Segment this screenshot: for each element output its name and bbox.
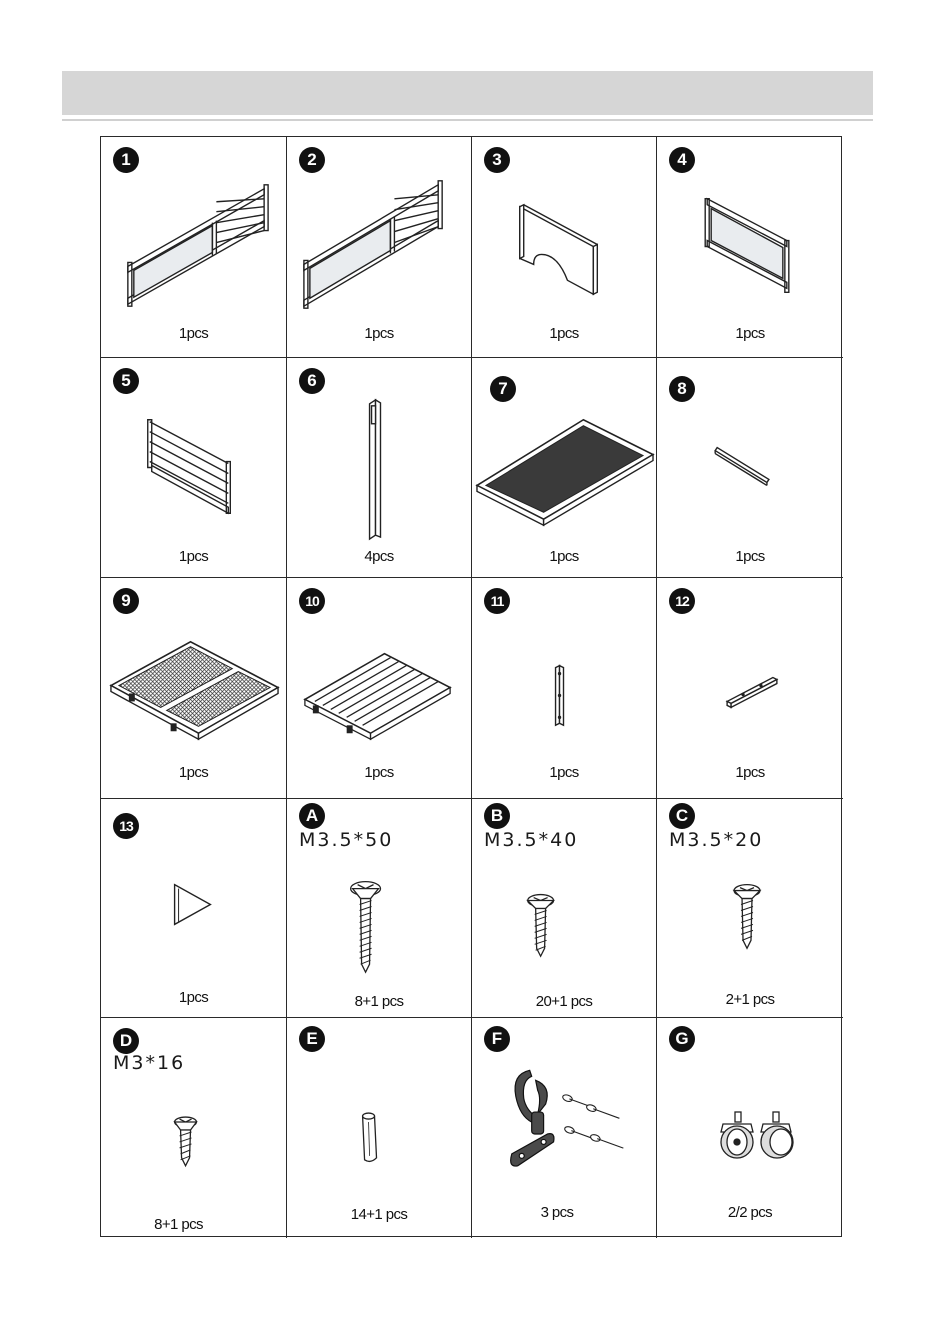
quantity-label: 3 pcs	[540, 1204, 574, 1221]
quantity-label: 1pcs	[178, 764, 209, 781]
slat-panel-icon	[101, 358, 286, 577]
part-number-badge: 5	[113, 368, 139, 394]
part-cell-9	[101, 578, 287, 799]
part-number-badge: 12	[669, 588, 695, 614]
quantity-label: 1pcs	[364, 325, 394, 342]
post-icon	[287, 358, 471, 577]
part-cell-5	[101, 358, 287, 578]
part-cell-12	[657, 578, 843, 799]
hardware-letter-badge: G	[669, 1026, 695, 1052]
quantity-label: 1pcs	[178, 325, 209, 342]
part-number-badge: 8	[669, 376, 695, 402]
quantity-label: 2+1 pcs	[725, 991, 775, 1008]
part-cell-6	[287, 358, 472, 578]
triangle-block-icon	[101, 799, 286, 1017]
header-rule	[62, 119, 873, 121]
parts-grid	[100, 136, 842, 1237]
hardware-spec: M3*16	[113, 1052, 186, 1074]
part-number-badge: 2	[299, 147, 325, 173]
quantity-label: 1pcs	[549, 548, 579, 565]
header-bar	[62, 71, 873, 115]
part-cell-1	[101, 137, 287, 358]
hardware-letter-badge: F	[484, 1026, 510, 1052]
screw-icon	[472, 799, 656, 1017]
part-cell-3	[472, 137, 657, 358]
hardware-spec: M3.5*20	[669, 829, 764, 851]
hardware-letter-badge: D	[113, 1028, 139, 1054]
screw-icon	[657, 799, 843, 1017]
part-cell-2	[287, 137, 472, 358]
quantity-label: 2/2 pcs	[727, 1204, 773, 1221]
part-number-badge: 11	[484, 588, 510, 614]
hardware-cell-c	[657, 799, 843, 1018]
tray-icon	[472, 358, 656, 577]
part-number-badge: 3	[484, 147, 510, 173]
quantity-label: 8+1 pcs	[354, 993, 404, 1010]
part-number-badge: 10	[299, 588, 325, 614]
part-number-badge: 13	[113, 813, 139, 839]
part-number-badge: 7	[490, 376, 516, 402]
hardware-cell-g	[657, 1018, 843, 1238]
short-screw-icon	[101, 1018, 286, 1238]
side-panel-long-icon	[287, 137, 471, 357]
hardware-cell-e	[287, 1018, 472, 1238]
hardware-cell-b	[472, 799, 657, 1018]
quantity-label: 4pcs	[364, 548, 394, 565]
quantity-label: 1pcs	[735, 764, 765, 781]
part-number-badge: 1	[113, 147, 139, 173]
hardware-spec: M3.5*50	[299, 829, 394, 851]
side-panel-long-icon	[101, 137, 286, 357]
quantity-label: 20+1 pcs	[535, 993, 593, 1010]
quantity-label: 14+1 pcs	[350, 1206, 408, 1223]
part-cell-8	[657, 358, 843, 578]
window-panel-icon	[657, 137, 843, 357]
long-screw-icon	[287, 799, 471, 1017]
hardware-spec: M3.5*40	[484, 829, 579, 851]
hardware-cell-f	[472, 1018, 657, 1238]
part-cell-7	[472, 358, 657, 578]
part-number-badge: 9	[113, 588, 139, 614]
quantity-label: 1pcs	[364, 764, 394, 781]
hardware-cell-d	[101, 1018, 287, 1238]
part-number-badge: 4	[669, 147, 695, 173]
rod-icon	[657, 358, 843, 577]
quantity-label: 8+1 pcs	[154, 1216, 203, 1233]
quantity-label: 1pcs	[549, 325, 579, 342]
quantity-label: 1pcs	[178, 989, 209, 1006]
hardware-cell-a	[287, 799, 472, 1018]
part-cell-11	[472, 578, 657, 799]
arched-panel-icon	[472, 137, 656, 357]
hardware-letter-badge: E	[299, 1026, 325, 1052]
part-cell-4	[657, 137, 843, 358]
quantity-label: 1pcs	[549, 764, 579, 781]
hardware-letter-badge: B	[484, 803, 510, 829]
quantity-label: 1pcs	[178, 548, 209, 565]
part-number-badge: 6	[299, 368, 325, 394]
quantity-label: 1pcs	[735, 548, 765, 565]
hardware-letter-badge: C	[669, 803, 695, 829]
hardware-letter-badge: A	[299, 803, 325, 829]
dowel-icon	[287, 1018, 471, 1238]
part-cell-13	[101, 799, 287, 1018]
part-cell-10	[287, 578, 472, 799]
quantity-label: 1pcs	[735, 325, 765, 342]
